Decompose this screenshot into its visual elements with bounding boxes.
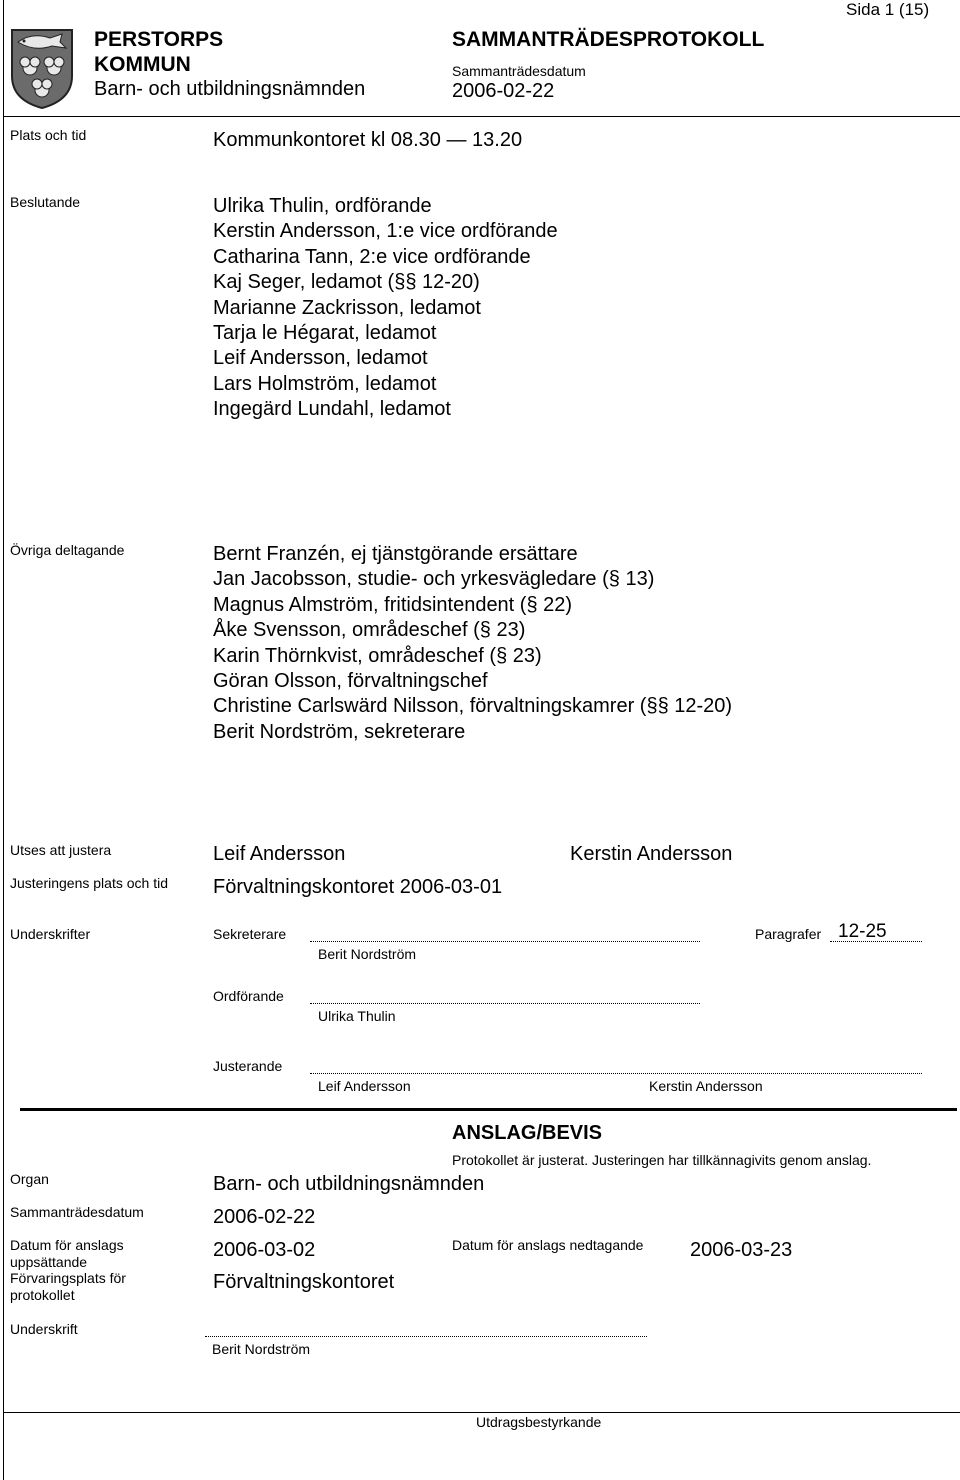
list-item: Christine Carlswärd Nilsson, förvaltningskamrer (§§ 12-20) [213, 695, 733, 718]
notice-date-value: 2006-02-22 [213, 1206, 316, 1228]
left-border-line [3, 0, 4, 1480]
meeting-date: 2006-02-22 [452, 80, 555, 102]
list-item: Åke Svensson, områdeschef (§ 23) [213, 619, 526, 642]
bottom-divider [3, 1412, 960, 1413]
notice-signature-name: Berit Nordström [212, 1341, 311, 1357]
secretary-signature-line [310, 941, 700, 942]
storage-value: Förvaltningskontoret [213, 1271, 395, 1293]
list-item: Göran Olsson, förvaltningschef [213, 670, 488, 693]
posted-label [10, 1237, 124, 1270]
signatures-label: Underskrifter [10, 926, 91, 942]
list-item: Jan Jacobsson, studie- och yrkesvägledare (§ 13) [213, 568, 655, 591]
committee-name: Barn- och utbildningsnämnden [94, 78, 366, 100]
meeting-date-label: Sammanträdesdatum [452, 63, 586, 79]
list-item: Ulrika Thulin, ordförande [213, 195, 432, 217]
list-item: Tarja le Hégarat, ledamot [213, 322, 437, 345]
place-value: Kommunkontoret kl 08.30 — 13.20 [213, 129, 523, 151]
adjust-label: Utses att justera [10, 842, 112, 858]
paragraphs-line [830, 941, 922, 942]
document-title: SAMMANTRÄDESPROTOKOLL [452, 28, 765, 51]
list-item: Berit Nordström, sekreterare [213, 720, 466, 743]
municipality-name-line1: PERSTORPS [94, 28, 224, 51]
posted-label-line2: uppsättande [10, 1253, 88, 1270]
removed-label: Datum för anslags nedtagande [452, 1237, 644, 1253]
adjuster-label: Justerande [213, 1058, 283, 1074]
deciding-list [213, 194, 558, 423]
header-divider [3, 116, 960, 117]
others-label: Övriga deltagande [10, 542, 125, 558]
notice-signature-label: Underskrift [10, 1321, 78, 1337]
list-item: Bernt Franzén, ej tjänstgörande ersättare [213, 543, 578, 565]
storage-label-line1: Förvaringsplats för [10, 1270, 126, 1286]
adjust-place-value: Förvaltningskontoret 2006-03-01 [213, 876, 503, 898]
list-item: Kaj Seger, ledamot (§§ 12-20) [213, 271, 480, 294]
adjust-place-label: Justeringens plats och tid [10, 875, 168, 891]
list-item: Ingegärd Lundahl, ledamot [213, 398, 451, 421]
adjuster-signature-name-2: Kerstin Andersson [649, 1078, 763, 1094]
footer-certification: Utdragsbestyrkande [476, 1414, 602, 1430]
list-item: Karin Thörnkvist, områdeschef (§ 23) [213, 644, 542, 667]
list-item: Marianne Zackrisson, ledamot [213, 296, 481, 319]
list-item: Magnus Almström, fritidsintendent (§ 22) [213, 593, 573, 616]
adjuster-name-2: Kerstin Andersson [570, 843, 733, 865]
notice-signature-line [205, 1336, 647, 1337]
paragraphs-value: 12-25 [838, 921, 887, 942]
removed-date: 2006-03-23 [690, 1239, 793, 1261]
list-item: Kerstin Andersson, 1:e vice ordförande [213, 220, 558, 243]
place-label: Plats och tid [10, 127, 87, 143]
list-item: Catharina Tann, 2:e vice ordförande [213, 245, 531, 268]
notice-statement: Protokollet är justerat. Justeringen har tillkännagivits genom anslag. [452, 1152, 872, 1168]
page-number: Sida 1 (15) [846, 0, 930, 19]
list-item: Leif Andersson, ledamot [213, 347, 428, 370]
municipality-name-line2: KOMMUN [94, 53, 191, 76]
coat-of-arms-logo [10, 28, 74, 110]
adjuster-signature-name-1: Leif Andersson [318, 1078, 411, 1094]
storage-label-line2: protokollet [10, 1286, 75, 1303]
others-list [213, 542, 732, 745]
paragraphs-label: Paragrafer [755, 926, 822, 942]
storage-label [10, 1270, 126, 1303]
notice-divider [20, 1108, 957, 1111]
posted-label-line1: Datum för anslags [10, 1237, 124, 1253]
notice-date-label: Sammanträdesdatum [10, 1204, 144, 1220]
chair-name: Ulrika Thulin [318, 1008, 396, 1024]
secretary-name: Berit Nordström [318, 946, 417, 962]
chair-label: Ordförande [213, 988, 284, 1004]
notice-title: ANSLAG/BEVIS [452, 1122, 603, 1144]
chair-signature-line [310, 1003, 700, 1004]
posted-date: 2006-03-02 [213, 1239, 316, 1261]
adjuster-name-1: Leif Andersson [213, 843, 346, 865]
list-item: Lars Holmström, ledamot [213, 372, 437, 395]
deciding-label: Beslutande [10, 194, 81, 210]
adjuster-signature-line [310, 1073, 922, 1074]
secretary-label: Sekreterare [213, 926, 287, 942]
organ-value: Barn- och utbildningsnämnden [213, 1173, 485, 1195]
organ-label: Organ [10, 1171, 49, 1187]
